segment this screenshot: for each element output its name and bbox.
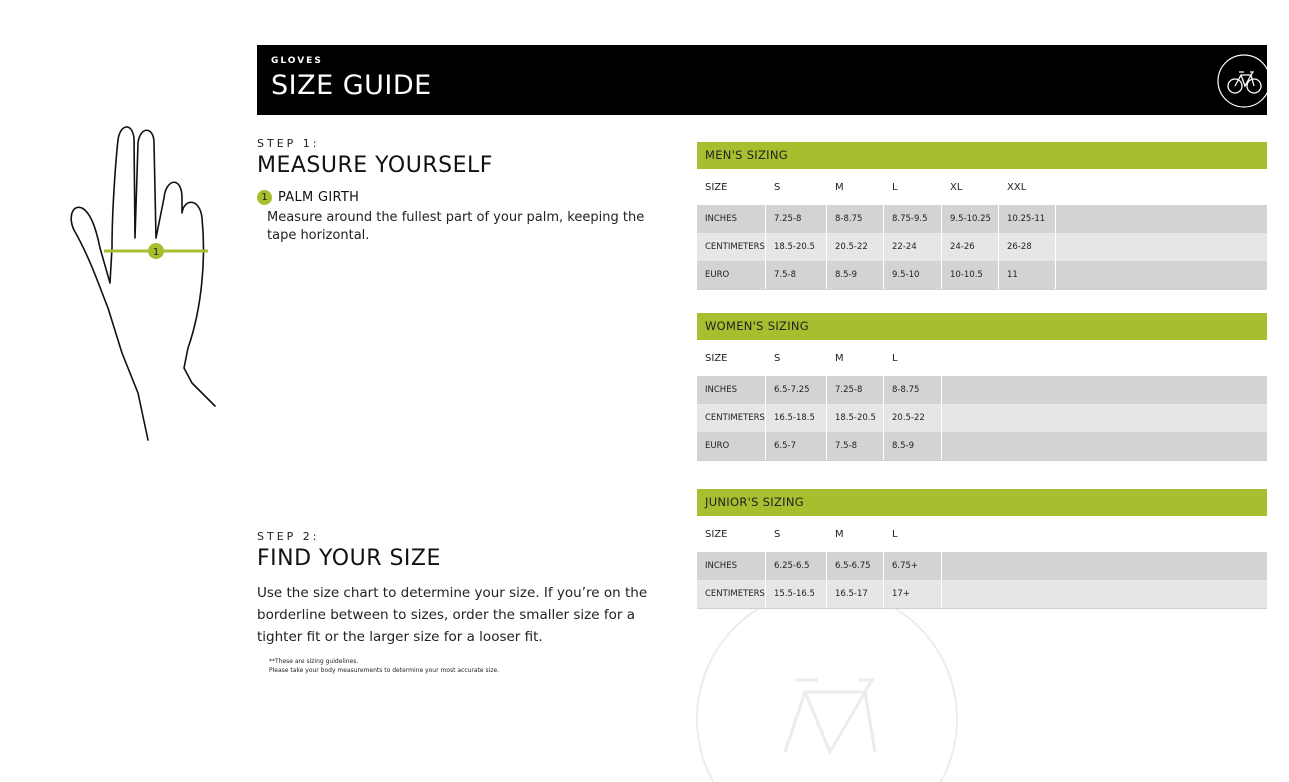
table-cell: 16.5-18.5	[766, 404, 827, 432]
table-cell: 7.25-8	[766, 205, 827, 233]
header-cell: XXL	[1007, 181, 1027, 193]
step1-description: Measure around the fullest part of your palm, keeping the tape horizontal.	[267, 210, 645, 243]
sizing-note-line2: Please take your body measurements to determine your most accurate size.	[269, 667, 500, 674]
row-label: CENTIMETERS	[697, 404, 766, 432]
juniors-sizing-table	[697, 489, 1267, 609]
table-cell: 7.5-8	[827, 432, 884, 460]
table-cell: 16.5-17	[827, 580, 884, 608]
table-cell: 8.5-9	[884, 432, 942, 460]
table-cell: 11	[999, 261, 1056, 289]
header-cell: S	[774, 181, 781, 193]
table-header-row	[697, 340, 1267, 376]
table-cell: 7.5-8	[766, 261, 827, 289]
table-row	[697, 233, 1267, 261]
step1-label: STEP 1:	[257, 137, 320, 150]
row-label: INCHES	[697, 205, 766, 233]
header-cell: S	[774, 352, 781, 364]
table-row	[697, 261, 1267, 290]
header-cell: SIZE	[705, 352, 728, 364]
table-header-row	[697, 169, 1267, 205]
row-spacer	[942, 580, 1267, 608]
header-cell: SIZE	[705, 181, 728, 193]
table-row	[697, 205, 1267, 233]
table-row	[697, 376, 1267, 404]
womens-table-title: WOMEN'S SIZING	[697, 313, 1267, 340]
header-cell: L	[892, 528, 898, 540]
row-label: CENTIMETERS	[697, 580, 766, 608]
row-spacer	[942, 376, 1267, 404]
sizing-note-line1: **These are sizing guidelines.	[269, 658, 359, 665]
header-cell: M	[835, 352, 844, 364]
table-header-row	[697, 516, 1267, 552]
header-cell: M	[835, 528, 844, 540]
row-spacer	[1056, 205, 1267, 233]
step2-title: FIND YOUR SIZE	[257, 546, 441, 571]
measure-number-badge: 1	[257, 190, 272, 205]
row-label: INCHES	[697, 552, 766, 580]
womens-sizing-table	[697, 313, 1267, 461]
table-cell: 8.75-9.5	[884, 205, 942, 233]
table-cell: 20.5-22	[827, 233, 884, 261]
hand-marker-label: 1	[152, 247, 160, 258]
step2-label: STEP 2:	[257, 530, 320, 543]
header-cell: L	[892, 181, 898, 193]
row-spacer	[1056, 261, 1267, 289]
row-spacer	[1056, 233, 1267, 261]
table-cell: 24-26	[942, 233, 999, 261]
table-cell: 26-28	[999, 233, 1056, 261]
table-row	[697, 552, 1267, 580]
table-cell: 9.5-10.25	[942, 205, 999, 233]
table-cell: 8-8.75	[827, 205, 884, 233]
table-cell: 6.5-7	[766, 432, 827, 460]
step1-title: MEASURE YOURSELF	[257, 153, 493, 178]
table-cell: 22-24	[884, 233, 942, 261]
page-title: SIZE GUIDE	[271, 70, 432, 101]
bicycle-watermark-icon	[690, 582, 965, 782]
table-cell: 8.5-9	[827, 261, 884, 289]
row-label: EURO	[697, 261, 766, 289]
table-cell: 17+	[884, 580, 942, 608]
table-cell: 10-10.5	[942, 261, 999, 289]
sizing-note	[269, 657, 499, 675]
juniors-table-title: JUNIOR'S SIZING	[697, 489, 1267, 516]
row-label: CENTIMETERS	[697, 233, 766, 261]
row-spacer	[942, 552, 1267, 580]
hand-measurement-icon	[60, 118, 230, 448]
table-cell: 20.5-22	[884, 404, 942, 432]
row-label: INCHES	[697, 376, 766, 404]
step2-description: Use the size chart to determine your size. If you’re on the borderline between to sizes, order the smaller size for a tighter fit or the larger size for a looser fit.	[257, 585, 648, 645]
table-cell: 9.5-10	[884, 261, 942, 289]
table-cell: 6.5-7.25	[766, 376, 827, 404]
table-row	[697, 404, 1267, 432]
table-row	[697, 580, 1267, 609]
header-cell: M	[835, 181, 844, 193]
page-header	[257, 45, 1267, 115]
row-spacer	[942, 404, 1267, 432]
table-cell: 15.5-16.5	[766, 580, 827, 608]
table-cell: 7.25-8	[827, 376, 884, 404]
table-cell: 6.25-6.5	[766, 552, 827, 580]
table-cell: 18.5-20.5	[827, 404, 884, 432]
mens-sizing-table	[697, 142, 1267, 290]
mens-table-title: MEN'S SIZING	[697, 142, 1267, 169]
header-cell: XL	[950, 181, 963, 193]
table-cell: 10.25-11	[999, 205, 1056, 233]
table-row	[697, 432, 1267, 461]
palm-girth-row	[257, 188, 359, 206]
header-cell: S	[774, 528, 781, 540]
row-label: EURO	[697, 432, 766, 460]
header-eyebrow: GLOVES	[271, 56, 323, 66]
table-cell: 18.5-20.5	[766, 233, 827, 261]
row-spacer	[942, 432, 1267, 460]
table-cell: 6.75+	[884, 552, 942, 580]
table-cell: 8-8.75	[884, 376, 942, 404]
bicycle-icon	[1216, 53, 1267, 109]
palm-girth-label: PALM GIRTH	[278, 189, 360, 205]
table-cell: 6.5-6.75	[827, 552, 884, 580]
header-cell: L	[892, 352, 898, 364]
header-cell: SIZE	[705, 528, 728, 540]
